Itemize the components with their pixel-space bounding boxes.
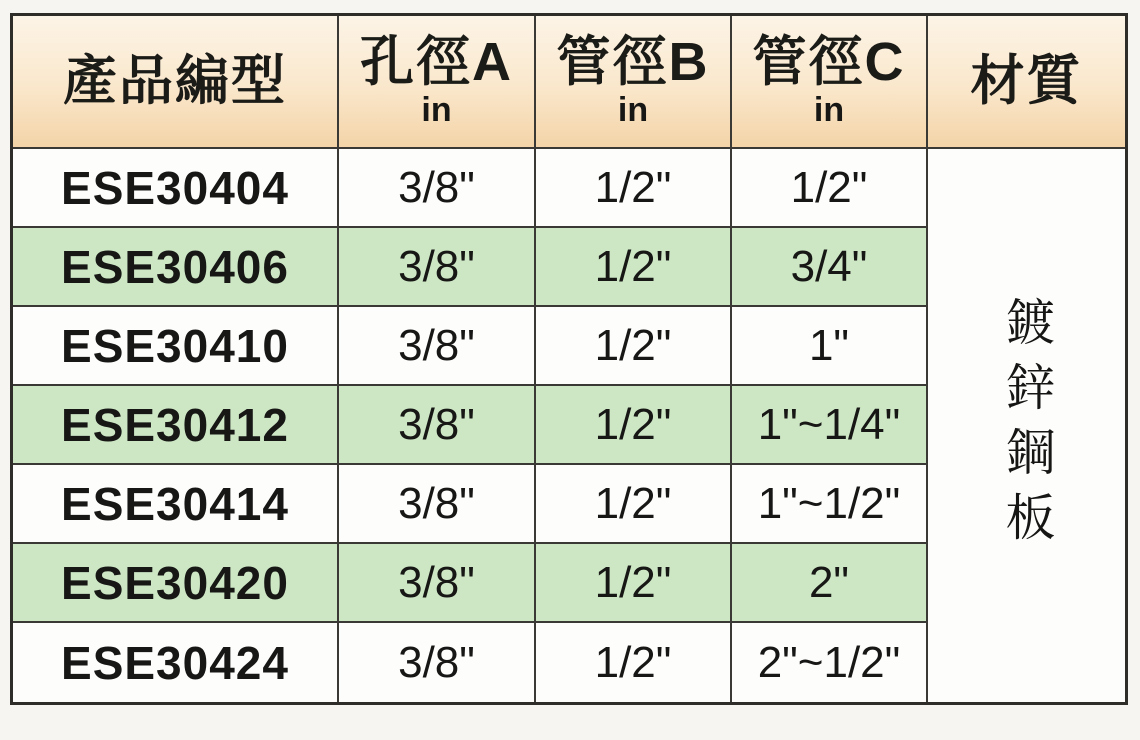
- product-code-cell: [13, 307, 339, 386]
- pipe-b-cell: [536, 307, 732, 386]
- pipe-c-value: 1/2": [790, 162, 868, 212]
- material-value: 鍍鋅鋼板: [998, 295, 1055, 556]
- hole-a-cell: [339, 623, 536, 702]
- pipe-b-cell: [536, 544, 732, 623]
- header-hole-a-unit: in: [421, 91, 452, 129]
- product-code-cell: [13, 149, 339, 228]
- product-code: ESE30410: [61, 319, 289, 372]
- header-pipe-b-label: 管徑B: [556, 32, 710, 93]
- pipe-b-value: 1/2": [594, 478, 672, 528]
- product-code: ESE30404: [61, 161, 289, 214]
- product-spec-table: [10, 13, 1128, 705]
- product-code: ESE30424: [61, 636, 289, 689]
- pipe-b-value: 1/2": [594, 320, 672, 370]
- pipe-b-cell: [536, 149, 732, 228]
- product-code-cell: [13, 623, 339, 702]
- product-code-cell: [13, 228, 339, 307]
- pipe-b-value: 1/2": [594, 241, 672, 291]
- header-hole-a: [339, 16, 536, 149]
- header-pipe-c: [732, 16, 928, 149]
- product-code: ESE30420: [61, 556, 289, 609]
- header-product-label: 產品編型: [63, 51, 287, 112]
- hole-a-value: 3/8": [398, 478, 475, 528]
- pipe-c-cell: [732, 307, 928, 386]
- hole-a-value: 3/8": [398, 241, 475, 291]
- pipe-b-value: 1/2": [594, 557, 672, 607]
- hole-a-cell: [339, 149, 536, 228]
- product-code: ESE30412: [61, 398, 289, 451]
- pipe-b-cell: [536, 623, 732, 702]
- header-pipe-b-unit: in: [617, 91, 649, 129]
- pipe-c-cell: [732, 544, 928, 623]
- material-cell: [928, 149, 1125, 702]
- pipe-b-cell: [536, 386, 732, 465]
- product-code-cell: [13, 544, 339, 623]
- hole-a-value: 3/8": [398, 320, 475, 370]
- hole-a-value: 3/8": [398, 162, 475, 212]
- pipe-b-value: 1/2": [594, 399, 672, 449]
- header-pipe-b: [536, 16, 732, 149]
- pipe-c-cell: [732, 149, 928, 228]
- header-pipe-c-unit: in: [813, 91, 845, 129]
- pipe-c-value: 1": [808, 320, 850, 370]
- hole-a-cell: [339, 228, 536, 307]
- pipe-c-cell: [732, 386, 928, 465]
- hole-a-cell: [339, 307, 536, 386]
- product-code: ESE30414: [61, 477, 289, 530]
- product-code-cell: [13, 386, 339, 465]
- pipe-b-cell: [536, 465, 732, 544]
- pipe-c-cell: [732, 465, 928, 544]
- product-code-cell: [13, 465, 339, 544]
- hole-a-cell: [339, 544, 536, 623]
- pipe-c-value: 2"~1/2": [757, 637, 901, 687]
- product-code: ESE30406: [61, 240, 289, 293]
- header-material: [928, 16, 1125, 149]
- pipe-c-value: 1"~1/4": [757, 399, 901, 449]
- pipe-c-value: 3/4": [790, 241, 868, 291]
- header-pipe-c-label: 管徑C: [752, 32, 906, 93]
- hole-a-value: 3/8": [398, 637, 475, 687]
- pipe-c-value: 1"~1/2": [757, 478, 901, 528]
- pipe-c-cell: [732, 623, 928, 702]
- header-product-code: [13, 16, 339, 149]
- pipe-c-value: 2": [808, 557, 850, 607]
- hole-a-value: 3/8": [398, 399, 475, 449]
- pipe-b-cell: [536, 228, 732, 307]
- pipe-b-value: 1/2": [594, 162, 672, 212]
- pipe-b-value: 1/2": [594, 637, 672, 687]
- header-hole-a-label: 孔徑A: [360, 32, 513, 93]
- hole-a-cell: [339, 465, 536, 544]
- header-material-label: 材質: [970, 51, 1083, 112]
- hole-a-value: 3/8": [398, 557, 475, 607]
- pipe-c-cell: [732, 228, 928, 307]
- hole-a-cell: [339, 386, 536, 465]
